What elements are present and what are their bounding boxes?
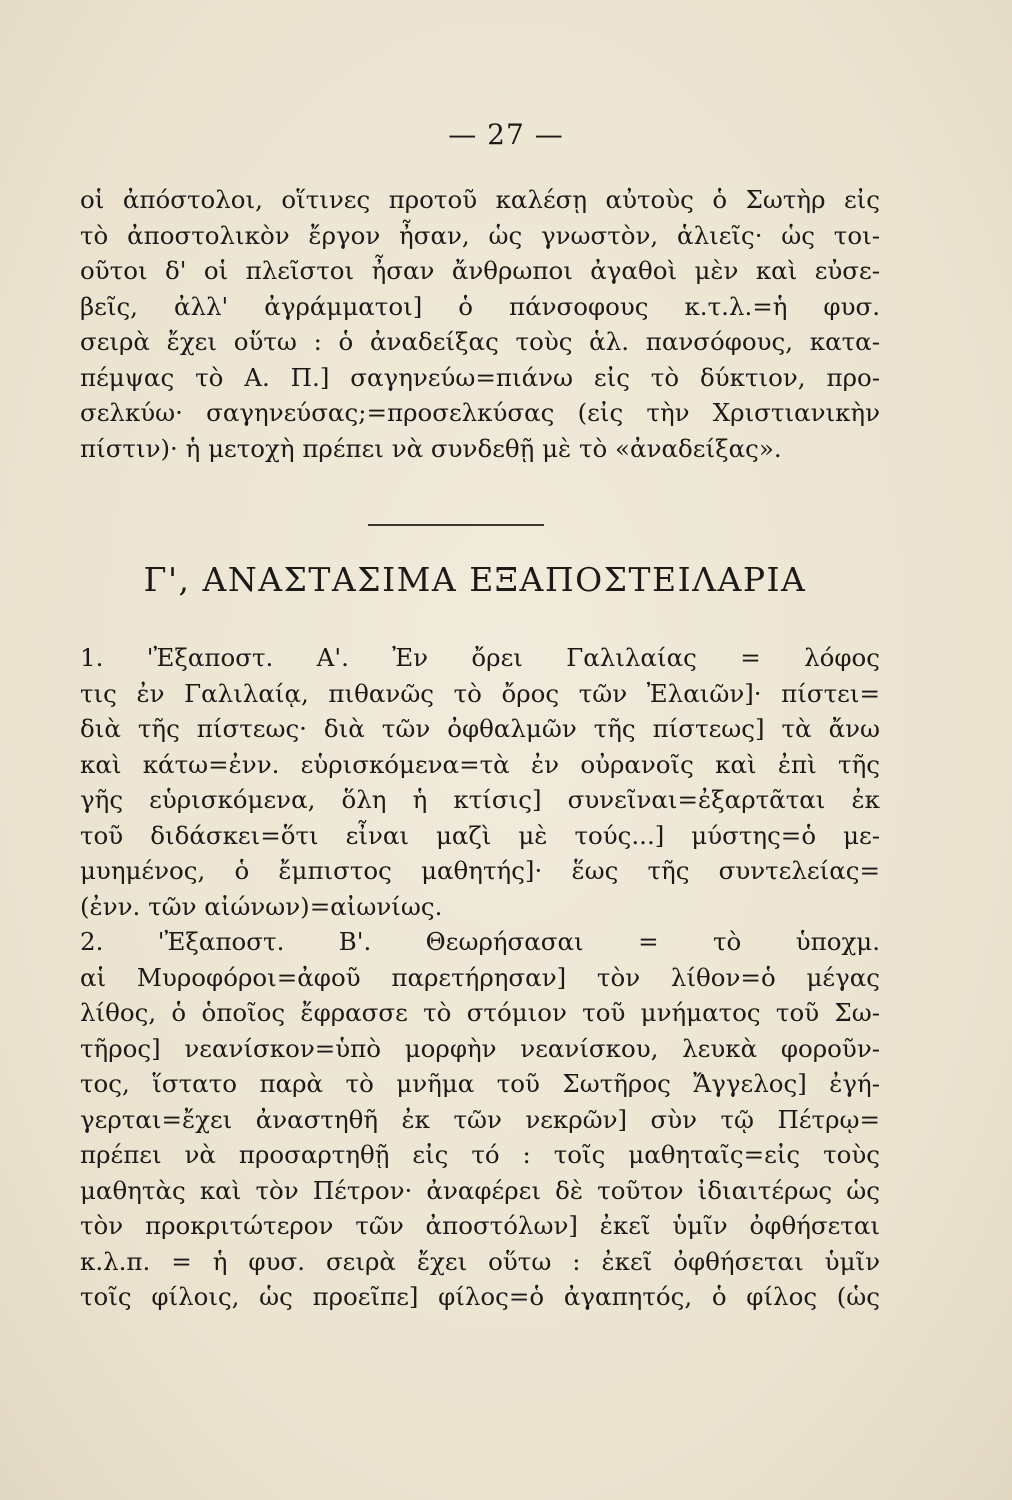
text-line: αἱ Μυροφόροι=ἀφοῦ παρετήρησαν] τὸν λίθον=ὁ μέγας	[80, 962, 880, 992]
text-line: καὶ κάτω=ἐνν. εὑρισκόμενα=τὰ ἐν οὐρανοῖς καὶ ἐπὶ τῆς	[80, 749, 880, 779]
text-line: πρέπει νὰ προσαρτηθῇ εἰς τό : τοῖς μαθηταῖς=εἰς τοὺς	[80, 1140, 880, 1169]
page-number: — 27 —	[448, 118, 564, 151]
text-line: μαθητὰς καὶ τὸν Πέτρον· ἀναφέρει δὲ τοῦτον ἰδιαιτέρως ὡς	[80, 1175, 880, 1205]
text-line: κ.λ.π. = ἡ φυσ. σειρὰ ἔχει οὕτω : ἐκεῖ ὀφθήσεται ὑμῖν	[80, 1246, 880, 1276]
text-line: 1. 'Ἐξαποστ. Α'. Ἐν ὄρει Γαλιλαίας = λόφος	[80, 643, 880, 672]
paragraph-bottom	[80, 640, 880, 1315]
text-line: πίστιν)· ἡ μετοχὴ πρέπει νὰ συνδεθῇ μὲ τὸ «ἀναδείξας».	[80, 433, 782, 463]
section-heading: Γ', ΑΝΑΣΤΑΣΙΜΑ ΕΞΑΠΟΣΤΕΙΛΑΡΙΑ	[143, 560, 807, 599]
text-line: τοῖς φίλοις, ὡς προεῖπε] φίλος=ὁ ἀγαπητός, ὁ φίλος (ὡς	[80, 1282, 880, 1311]
text-line: οῦτοι δ' οἱ πλεῖστοι ἦσαν ἄνθρωποι ἀγαθοὶ μὲν καὶ εὐσε-	[80, 256, 880, 285]
text-line: τῆρος] νεανίσκον=ὑπὸ μορφὴν νεανίσκου, λευκὰ φοροῦν-	[80, 1033, 880, 1063]
text-line: διὰ τῆς πίστεως· διὰ τῶν ὀφθαλμῶν τῆς πίστεως] τὰ ἄνω	[80, 714, 880, 743]
text-line: τὸ ἀποστολικὸν ἔργον ἦσαν, ὡς γνωστὸν, ἁλιεῖς· ὡς τοι-	[80, 220, 880, 250]
text-line: (ἐνν. τῶν αἰώνων)=αἰωνίως.	[80, 891, 443, 921]
text-line: γερται=ἔχει ἀναστηθῆ ἐκ τῶν νεκρῶν] σὺν τῷ Πέτρῳ=	[80, 1104, 880, 1134]
text-line: πέμψας τὸ Α. Π.] σαγηνεύω=πιάνω εἰς τὸ δύκτιον, προ-	[80, 362, 880, 392]
section-divider	[368, 524, 544, 526]
text-line: λίθος, ὁ ὁποῖος ἔφρασσε τὸ στόμιον τοῦ μνήματος τοῦ Σω-	[80, 998, 880, 1027]
text-line: σελκύω· σαγηνεύσας;=προσελκύσας (εἰς τὴν Χριστιανικὴν	[80, 398, 880, 427]
text-line: 2. 'Ἐξαποστ. Β'. Θεωρήσασαι = τὸ ὑποχμ.	[80, 927, 880, 956]
text-line: οἱ ἀπόστολοι, οἵτινες προτοῦ καλέσῃ αὐτοὺς ὁ Σωτὴρ εἰς	[80, 185, 880, 214]
text-line: σειρὰ ἔχει οὕτω : ὁ ἀναδείξας τοὺς ἁλ. πανσόφους, κατα-	[80, 327, 880, 356]
text-line: τις ἐν Γαλιλαίᾳ, πιθανῶς τὸ ὄρος τῶν Ἐλαιῶν]· πίστει=	[80, 678, 880, 708]
text-line: τος, ἵστατο παρὰ τὸ μνῆμα τοῦ Σωτῆρος Ἄγγελος] ἐγή-	[80, 1069, 880, 1098]
text-line: τοῦ διδάσκει=ὅτι εἶναι μαζὶ μὲ τούς...] μύστης=ὁ με-	[80, 820, 880, 850]
paragraph-top	[80, 182, 880, 466]
text-line: βεῖς, ἀλλ' ἀγράμματοι] ὁ πάνσοφους κ.τ.λ.=ἡ φυσ.	[80, 291, 880, 321]
text-line: τὸν προκριτώτερον τῶν ἀποστόλων] ἐκεῖ ὑμῖν ὀφθήσεται	[80, 1211, 880, 1240]
text-line: μυημένος, ὁ ἔμπιστος μαθητής]· ἕως τῆς συντελείας=	[80, 856, 880, 885]
text-line: γῆς εὑρισκόμενα, ὅλη ἡ κτίσις] συνεῖναι=ἐξαρτᾶται ἐκ	[80, 785, 880, 814]
